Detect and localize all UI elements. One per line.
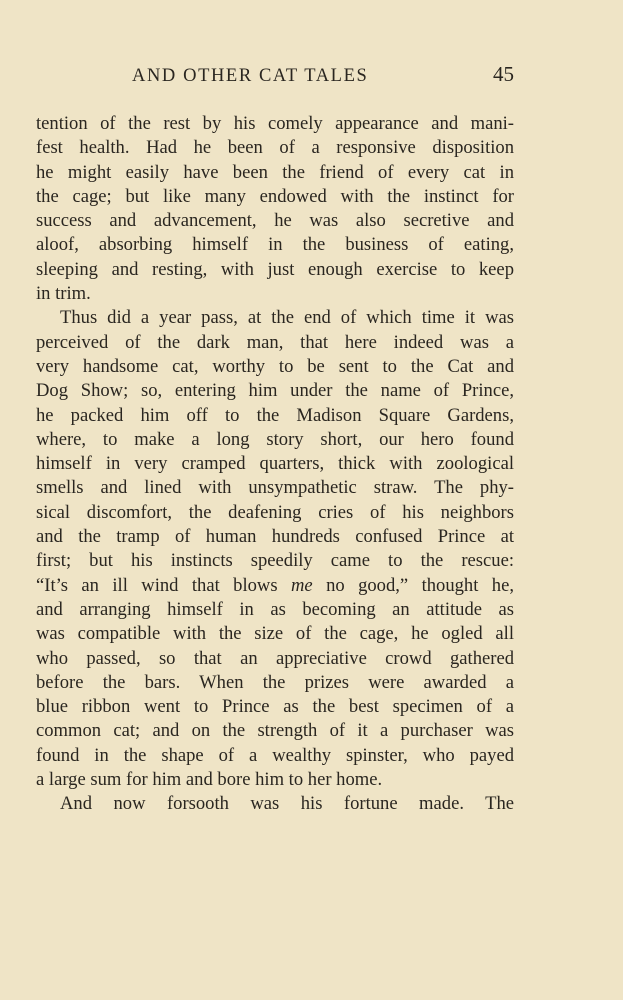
text-line: And now forsooth was his fortune made. The [60, 793, 514, 815]
text-line: very handsome cat, worthy to be sent to the Cat and [36, 355, 514, 377]
text-line: a large sum for him and bore him to her home. [36, 769, 383, 791]
text-line: perceived of the dark man, that here indeed was a [36, 331, 514, 353]
text-line: tention of the rest by his comely appearance and mani- [36, 113, 514, 134]
text-line: and arranging himself in as becoming an attitude as [36, 598, 514, 620]
text-line: was compatible with the size of the cage, he ogled all [36, 623, 514, 645]
text-segment: no good,” thought he, [312, 574, 514, 596]
page-header [36, 62, 514, 87]
emphasized-word: me [290, 574, 313, 596]
text-line: success and advancement, he was also secretive and [36, 210, 514, 232]
text-line: in trim. [36, 283, 91, 305]
text-line: fest health. Had he been of a responsive disposition [36, 137, 514, 159]
body-text [36, 112, 514, 817]
text-line: aloof, absorbing himself in the business of eating, [36, 234, 514, 256]
text-line: sleeping and resting, with just enough exercise to keep [36, 258, 514, 280]
text-line: and the tramp of human hundreds confused Prince at [36, 526, 514, 548]
page-number: 45 [493, 62, 514, 86]
text-line [36, 574, 514, 598]
running-head: AND OTHER CAT TALES [132, 66, 369, 86]
text-line: before the bars. When the prizes were awarded a [36, 671, 514, 693]
text-segment: “It’s an ill wind that blows [36, 574, 291, 596]
text-line: blue ribbon went to Prince as the best specimen of a [36, 696, 514, 718]
text-line: found in the shape of a wealthy spinster, who payed [36, 744, 514, 766]
text-line: first; but his instincts speedily came to the rescue: [36, 550, 514, 572]
text-line: the cage; but like many endowed with the instinct for [36, 185, 514, 207]
text-line: he packed him off to the Madison Square Gardens, [36, 404, 514, 426]
text-line: he might easily have been the friend of every cat in [36, 161, 514, 183]
text-line: sical discomfort, the deafening cries of his neighbors [36, 501, 514, 523]
text-line: who passed, so that an appreciative crowd gathered [36, 647, 514, 669]
text-line: smells and lined with unsympathetic straw. The phy- [36, 477, 514, 499]
text-line: common cat; and on the strength of it a purchaser was [36, 720, 514, 742]
text-line: where, to make a long story short, our hero found [36, 428, 514, 450]
text-line: Thus did a year pass, at the end of which time it was [60, 307, 514, 329]
text-line: himself in very cramped quarters, thick with zoological [36, 453, 514, 475]
text-line: Dog Show; so, entering him under the name of Prince, [36, 380, 514, 402]
